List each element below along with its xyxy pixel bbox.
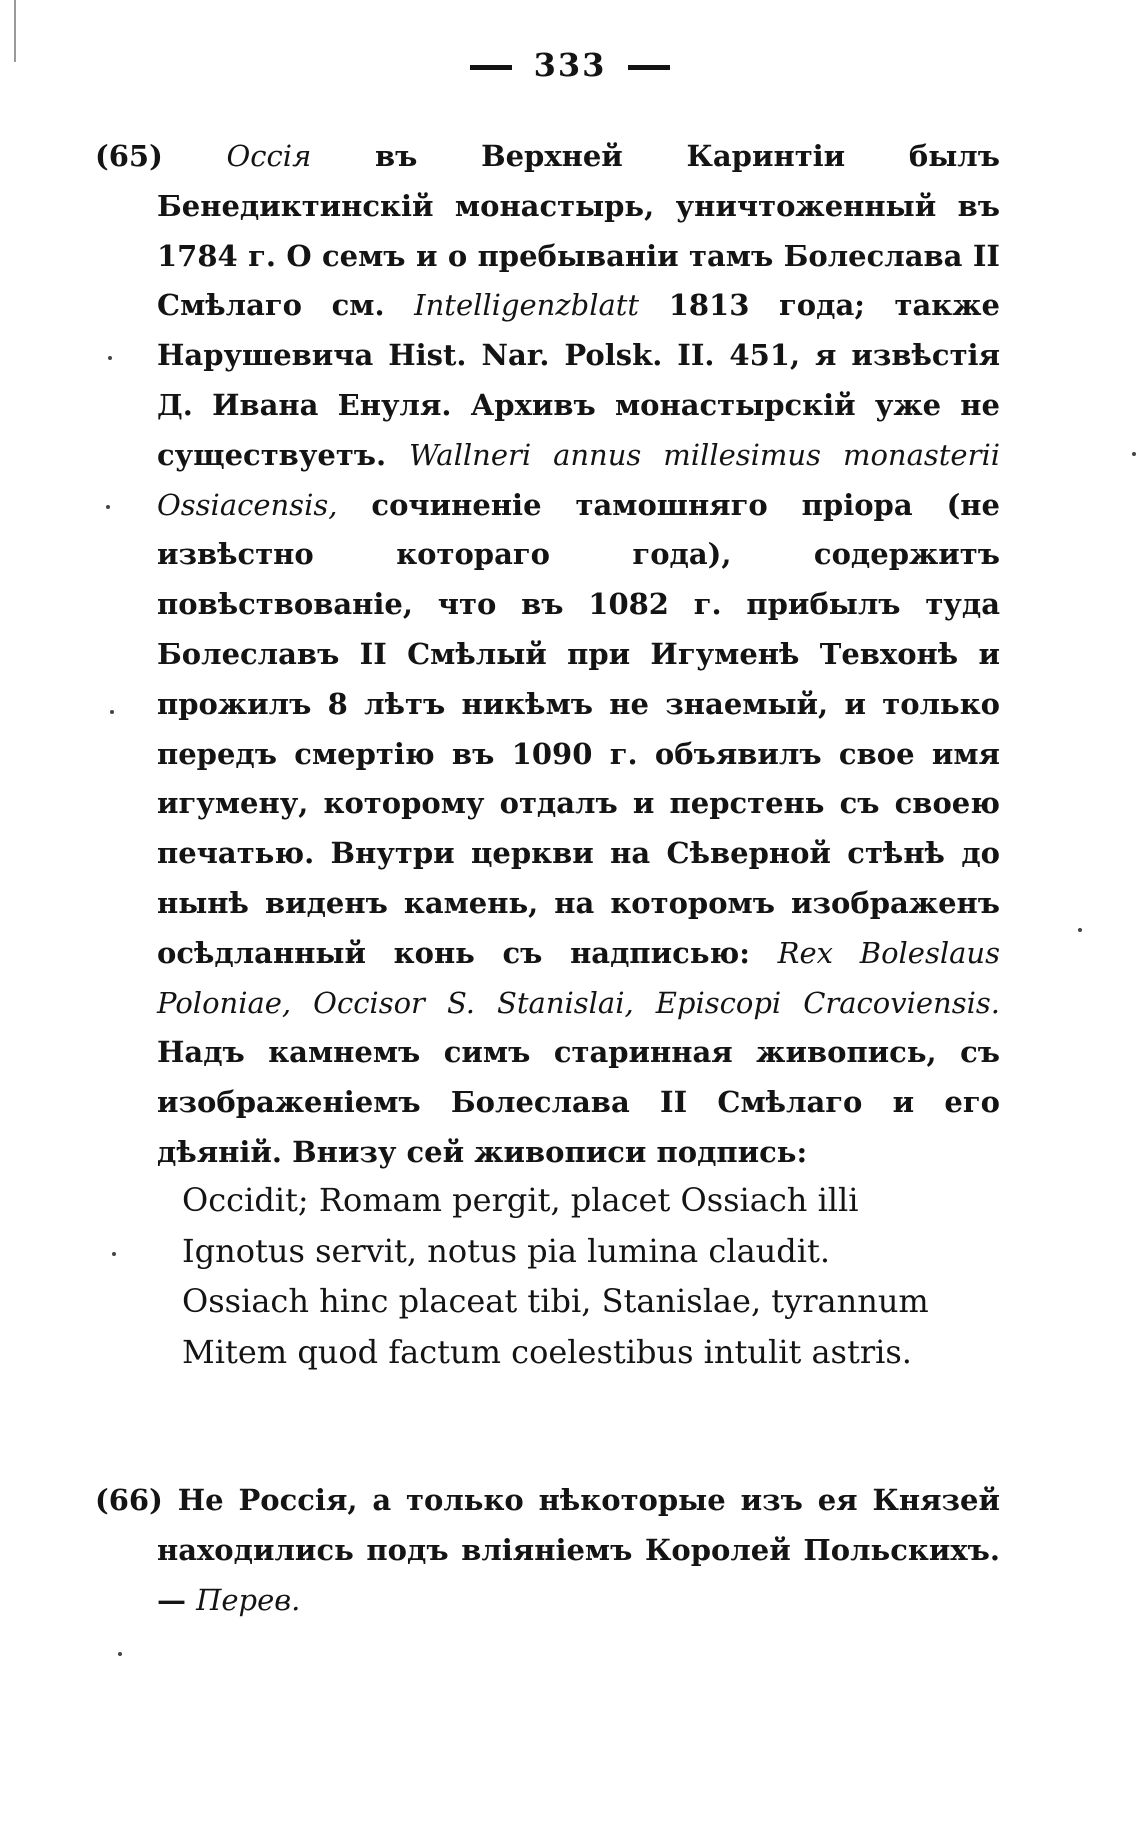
footnote-text: Не Россія, а только нѣкоторые изъ ея Князей находились подъ вліяніемъ Королей Польскихъ.—: [157, 1483, 1000, 1617]
header-dash-right: [628, 65, 670, 70]
footnote-text: въ Верхней Каринтіи былъ Бенедиктинскій монастырь, уничтоженный въ 1784 г. О семъ и о пребываніи тамъ Болеслава II Смѣлаго см.: [157, 139, 1000, 323]
verse-line: Mitem quod factum coelestibus intulit astris.: [182, 1332, 912, 1371]
footnote-text: 1813 года; также Нарушевича Hist. Nar. Polsk. II. 451, я извѣстія Д. Ивана Енуля. Архивъ монастырскій уже не существуетъ.: [157, 288, 1000, 472]
footnote-italic-term: Оссія: [226, 139, 312, 173]
footnote-66-paragraph: [95, 1476, 1000, 1625]
footnote-italic-source: Intelligenzblatt: [414, 288, 640, 323]
latin-verse: [182, 1175, 1012, 1377]
translator-signature: Перев.: [196, 1582, 301, 1617]
scan-speck: [106, 505, 110, 509]
page-number: 333: [533, 46, 607, 84]
scan-speck: [108, 356, 112, 360]
footnote-italic-title: Wallneri annus millesimus monasterii Ossiacensis,: [157, 437, 1000, 522]
verse-line: Occidit; Romam pergit, placet Ossiach illi: [182, 1181, 859, 1219]
footnote-65: [95, 132, 1000, 1178]
footnote-66: [95, 1476, 1000, 1625]
verse-line: Ignotus servit, notus pia lumina claudit.: [182, 1231, 831, 1270]
scan-speck: [118, 1652, 122, 1656]
footnote-65-paragraph: [95, 132, 1000, 1178]
scan-speck: [1078, 928, 1082, 932]
page-header: [0, 46, 1140, 84]
footnote-italic-inscription: Rex Boleslaus Poloniae, Occisor S. Stanislai, Episcopi Cracoviensis.: [157, 935, 1000, 1020]
footnote-text: Надъ камнемъ симъ старинная живопись, съ изображеніемъ Болеслава II Смѣлаго и его дѣяній. Внизу сей живописи подпись:: [157, 1035, 1000, 1169]
header-dash-left: [470, 65, 512, 70]
scan-speck: [110, 710, 114, 714]
footnote-number: (66): [95, 1483, 163, 1517]
verse-line: Ossiach hinc placeat tibi, Stanislae, tyrannum: [182, 1282, 929, 1320]
scan-speck: [1132, 452, 1136, 456]
footnote-text: сочиненіе тамошняго пріора (не извѣстно котораго года), содержитъ повѣствованіе, что въ 1082 г. прибылъ туда Болеславъ II Смѣлый при Игуменѣ Тевхонѣ и прожилъ 8 лѣтъ никѣмъ не знаемый, и только передъ смертію въ 1090 г. объявилъ свое имя игумену, которому отдалъ и перстень съ своею печатью. Внутри церкви на Сѣверной стѣнѣ до нынѣ виденъ камень, на которомъ изображенъ осѣдланный конь съ надписью:: [157, 487, 1000, 970]
scan-speck: [112, 1252, 116, 1256]
footnote-number: (65): [95, 139, 163, 173]
